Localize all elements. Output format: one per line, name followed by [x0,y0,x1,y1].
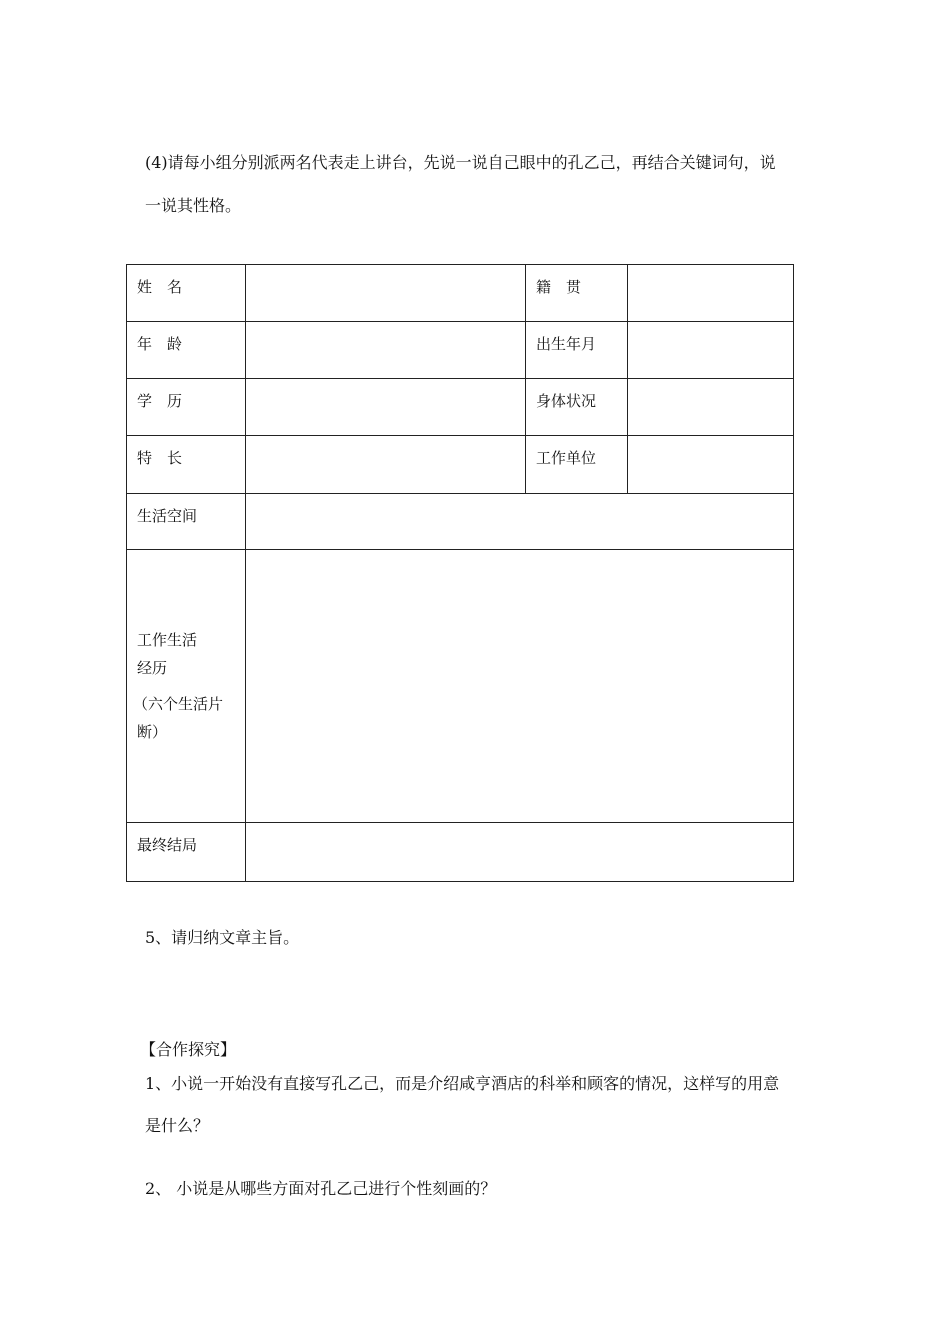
question-5: 5、请归纳文章主旨。 [145,928,300,947]
age-field[interactable] [246,322,526,379]
cooperation-q1-line-2: 是什么？ [145,1116,210,1135]
question-4-line-1: (4)请每小组分别派两名代表走上讲台，先说一说自己眼中的孔乙己，再结合关键词句，说 [145,153,776,172]
living-space-label: 生活空间 [127,494,246,550]
profile-table [126,264,794,882]
experience-note-line-2: 断） [137,723,168,741]
final-outcome-field[interactable] [246,823,794,882]
living-space-field[interactable] [246,494,794,550]
education-field[interactable] [246,379,526,436]
workplace-field[interactable] [628,436,794,494]
experience-label-line-1: 工作生活 [137,631,198,649]
native-place-field[interactable] [628,265,794,322]
name-field[interactable] [246,265,526,322]
question-4-line-2: 一说其性格。 [145,196,242,215]
cooperation-q2: 2、 小说是从哪些方面对孔乙己进行个性刻画的？ [145,1179,497,1198]
final-outcome-label: 最终结局 [127,823,246,882]
age-label: 年 龄 [127,322,246,379]
cooperation-q1-line-1: 1、小说一开始没有直接写孔乙己，而是介绍咸亨酒店的科举和顾客的情况，这样写的用意 [145,1074,780,1093]
birth-label: 出生年月 [526,322,628,379]
table-row [127,379,794,436]
table-row [127,550,794,823]
table-row [127,494,794,550]
cooperation-heading: 【合作探究】 [140,1040,237,1059]
native-place-label: 籍 贯 [526,265,628,322]
experience-label-line-2: 经历 [137,659,168,677]
specialty-field[interactable] [246,436,526,494]
health-field[interactable] [628,379,794,436]
table-row [127,436,794,494]
table-row [127,265,794,322]
experience-field[interactable] [246,550,794,823]
specialty-label: 特 长 [127,436,246,494]
table-row [127,823,794,882]
name-label: 姓 名 [127,265,246,322]
table-row [127,322,794,379]
workplace-label: 工作单位 [526,436,628,494]
experience-note-line-1: （六个生活片 [133,695,224,713]
health-label: 身体状况 [526,379,628,436]
experience-label-cell [127,550,246,823]
education-label: 学 历 [127,379,246,436]
birth-field[interactable] [628,322,794,379]
